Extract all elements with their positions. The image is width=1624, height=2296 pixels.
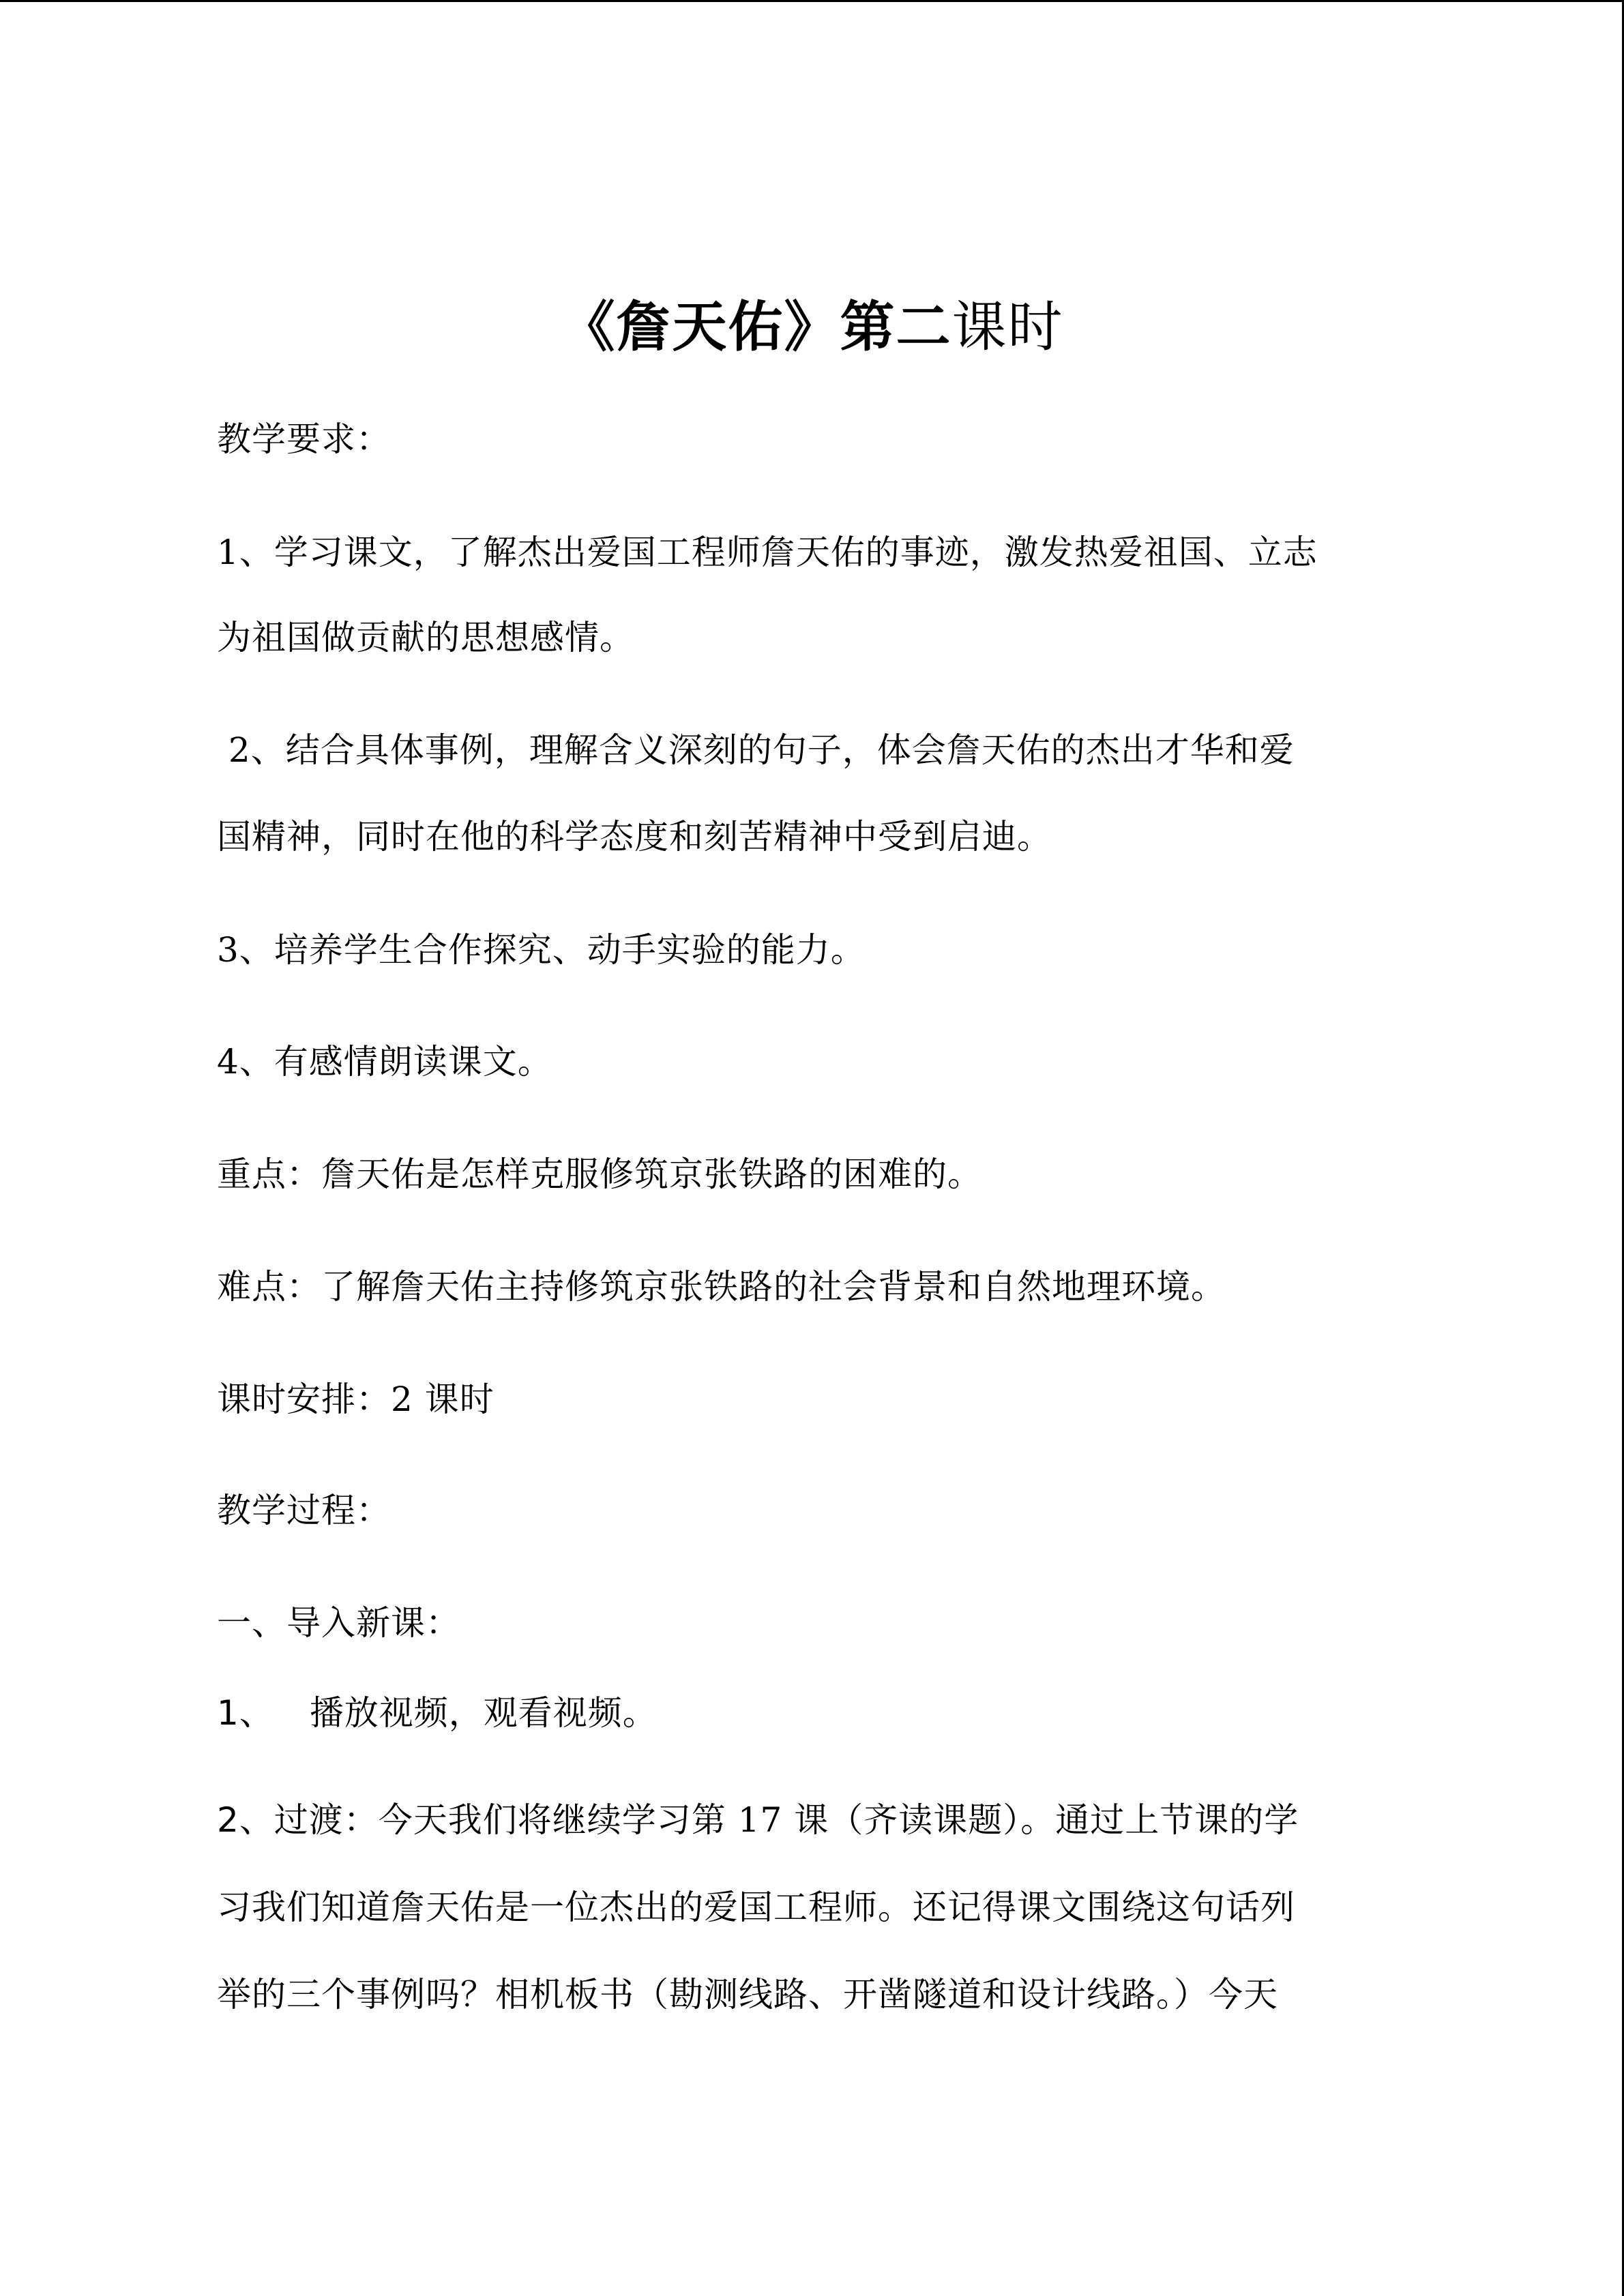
requirement-3: 3、培养学生合作探究、动手实验的能力。 [217, 930, 866, 970]
step-2-line-3: 举的三个事例吗？相机板书（勘测线路、开凿隧道和设计线路。）今天 [217, 1975, 1278, 2014]
requirement-2-line-1: 2、结合具体事例，理解含义深刻的句子，体会詹天佑的杰出才华和爱 [217, 730, 1295, 770]
title-light: 课时 [951, 295, 1064, 359]
step-2-line-2: 习我们知道詹天佑是一位杰出的爱国工程师。还记得课文围绕这句话列 [217, 1888, 1295, 1927]
page-border-top [0, 0, 1624, 2]
step-1 [217, 1691, 1417, 1735]
page-title [0, 290, 1624, 365]
requirements-heading: 教学要求： [217, 419, 391, 459]
title-main: 《詹天佑》第二 [560, 295, 952, 359]
requirement-1-line-1: 1、学习课文，了解杰出爱国工程师詹天佑的事迹，激发热爱祖国、立志 [217, 533, 1318, 572]
process-heading: 教学过程： [217, 1491, 391, 1530]
step-1-text: 播放视频，观看视频。 [309, 1693, 658, 1733]
requirement-1-line-2: 为祖国做贡献的思想感情。 [217, 618, 634, 657]
step-2-line-1 [217, 1798, 1417, 1842]
step-2-text: 、过渡：今天我们将继续学习第 17 课（齐读课题）。通过上节课的学 [239, 1800, 1299, 1840]
difficulty-point: 难点：了解詹天佑主持修筑京张铁路的社会背景和自然地理环境。 [217, 1267, 1226, 1307]
step-2-number: 2 [217, 1800, 239, 1840]
key-point: 重点：詹天佑是怎样克服修筑京张铁路的困难的。 [217, 1154, 982, 1194]
requirement-4: 4、有感情朗读课文。 [217, 1042, 552, 1082]
step-1-number: 1、 [217, 1693, 274, 1733]
lesson-schedule: 课时安排：2 课时 [217, 1380, 494, 1419]
requirement-2-line-2: 国精神，同时在他的科学态度和刻苦精神中受到启迪。 [217, 817, 1052, 856]
section-1-heading: 一、导入新课： [217, 1603, 460, 1643]
